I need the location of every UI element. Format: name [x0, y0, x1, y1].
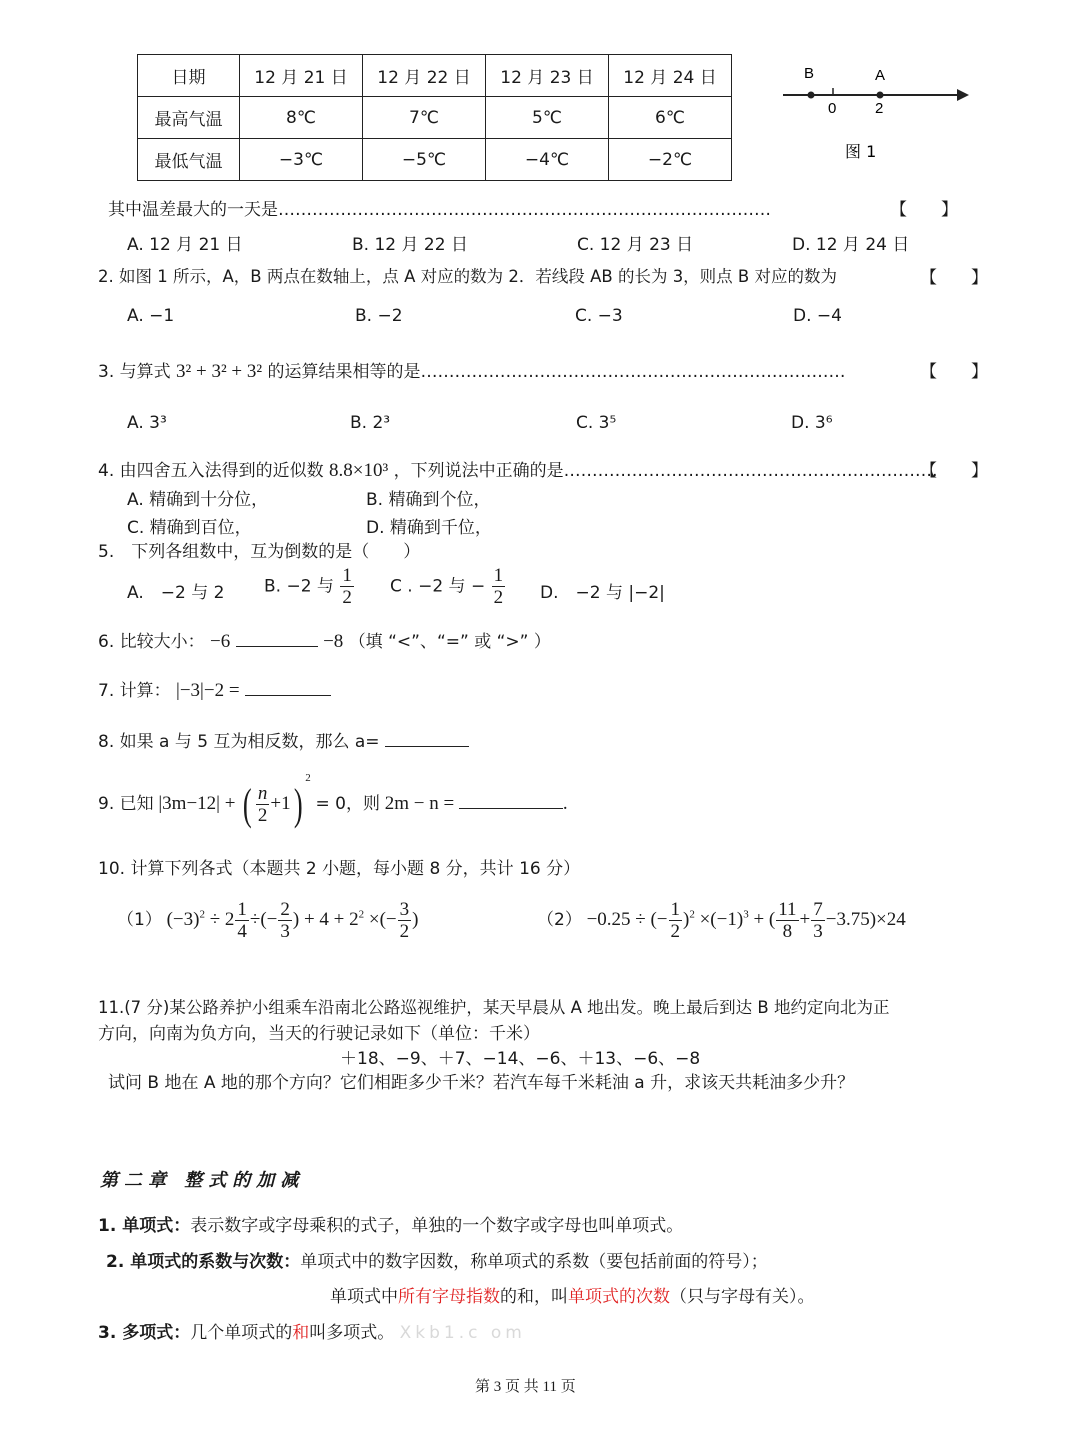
- tick-label-0: 0: [828, 100, 837, 117]
- q2-option-d[interactable]: D. −4: [793, 306, 842, 326]
- q3-option-a[interactable]: A. 3³: [127, 413, 167, 433]
- q5-option-a[interactable]: A. −2 与 2: [127, 583, 225, 603]
- text-segment: 几个单项式的: [190, 1323, 293, 1343]
- q10-part2: [537, 900, 906, 941]
- chapter-title: 第二章 整式的加减: [100, 1170, 305, 1191]
- q1-option-b[interactable]: B. 12 月 22 日: [352, 235, 468, 255]
- q9-ask: 2m − n =: [384, 793, 455, 814]
- fraction: $\frac{1}{4}$: [237, 899, 247, 942]
- q4-option-d[interactable]: D. 精确到千位，: [366, 518, 492, 538]
- q5-option-c-text: C . −2 与 −: [390, 576, 486, 597]
- table-cell: 最高气温: [138, 97, 240, 139]
- chapter-item-2-continued: [330, 1282, 815, 1307]
- q1-option-c[interactable]: C. 12 月 23 日: [577, 235, 694, 255]
- emphasis-text: 和: [292, 1323, 310, 1343]
- q2-option-c[interactable]: C. −3: [575, 306, 623, 326]
- emphasis-text: 单项式的次数: [568, 1287, 670, 1307]
- table-cell: 7℃: [363, 97, 486, 139]
- q10-part1-label: （1）: [117, 909, 162, 930]
- q2-answer-bracket[interactable]: 【 】: [920, 268, 988, 288]
- q9-abs-term: |3m−12| +: [158, 793, 236, 814]
- table-cell: 12 月 22 日: [363, 55, 486, 97]
- term-label: 2. 单项式的系数与次数：: [106, 1252, 301, 1272]
- point-b: [808, 92, 815, 99]
- text-segment: 的和，叫: [500, 1287, 568, 1307]
- q8-text: 8. 如果 a 与 5 互为相反数，那么 a=: [98, 732, 380, 752]
- table-cell: −4℃: [486, 139, 609, 181]
- table-cell: 12 月 21 日: [240, 55, 363, 97]
- q3-answer-bracket[interactable]: 【 】: [920, 362, 988, 382]
- q10-part1: [117, 900, 418, 941]
- tick-label-2: 2: [875, 100, 884, 117]
- q2-stem: 2. 如图 1 所示，A，B 两点在数轴上，点 A 对应的数为 2．若线段 AB 的长为 3，则点 B 对应的数为: [98, 267, 837, 286]
- q4-expression: 8.8×10³: [329, 460, 389, 481]
- arrow-head-icon: [957, 89, 969, 101]
- table-cell: −3℃: [240, 139, 363, 181]
- q11-line2: 方向，向南为负方向，当天的行驶记录如下（单位：千米）: [98, 1024, 540, 1044]
- q1-answer-bracket[interactable]: 【 】: [890, 200, 958, 220]
- term-definition: 单项式中的数字因数，称单项式的系数（要包括前面的符号）；: [300, 1252, 768, 1272]
- fraction: $\frac{n}{2}$: [257, 783, 268, 827]
- q9-equals: = 0，则: [315, 794, 380, 814]
- q9-exponent: 2: [305, 772, 311, 784]
- q11-line3: 试问 B 地在 A 地的那个方向？它们相距多少千米？若汽车每千米耗油 a 升，求该天共耗油多少升？: [108, 1073, 855, 1093]
- q6-left: −6: [210, 631, 231, 652]
- q11-line1: 11.(7 分)某公路养护小组乘车沿南北公路巡视维护，某天早晨从 A 地出发。晚上最后到达 B 地约定向北为正: [98, 998, 890, 1017]
- watermark: Xkb1.c om: [399, 1323, 526, 1343]
- q5-option-d[interactable]: D. −2 与 |−2|: [540, 583, 665, 603]
- temperature-table: [137, 54, 732, 181]
- text-segment: 单项式中: [330, 1287, 398, 1307]
- table-cell: 8℃: [240, 97, 363, 139]
- q9-prefix: 9. 已知: [98, 794, 154, 814]
- table-cell: 12 月 23 日: [486, 55, 609, 97]
- q9-plus-one: +1: [270, 793, 291, 814]
- fraction: $\frac{3}{2}$: [399, 899, 410, 942]
- table-cell: 6℃: [609, 97, 732, 139]
- q4-option-b[interactable]: B. 精确到个位，: [366, 490, 491, 510]
- emphasis-text: 所有字母指数: [398, 1287, 500, 1307]
- left-paren: (: [243, 779, 252, 829]
- table-row: [138, 139, 732, 181]
- q2-option-b[interactable]: B. −2: [355, 306, 403, 326]
- q3-option-b[interactable]: B. 2³: [350, 413, 391, 433]
- figure-caption: 图 1: [845, 142, 877, 161]
- q11-record: ＋18、−9、＋7、−14、−6、＋13、−6、−8: [340, 1049, 701, 1069]
- q10-part2-label: （2）: [537, 909, 582, 930]
- q4-option-a[interactable]: A. 精确到十分位，: [127, 490, 269, 510]
- label-a: A: [875, 67, 886, 84]
- table-cell: −2℃: [609, 139, 732, 181]
- q3-prefix: 3. 与算式: [98, 362, 171, 382]
- q4-prefix: 4. 由四舍五入法得到的近似数: [98, 461, 324, 481]
- q7-prefix: 7. 计算：: [98, 681, 171, 701]
- chapter-item-3: [98, 1318, 526, 1343]
- term-definition: 表示数字或字母乘积的式子，单独的一个数字或字母也叫单项式。: [190, 1216, 684, 1236]
- table-cell: 日期: [138, 55, 240, 97]
- q10-part2-expression: −0.25 ÷ (− $\frac{1}{2}$ )$^2 \times(-1)^3$ + ( $\frac{11}{8}$ + $\frac{7}{3}$ −3.75)×24: [586, 899, 906, 942]
- q6: [98, 627, 551, 653]
- q7: [98, 676, 331, 702]
- table-cell: −5℃: [363, 139, 486, 181]
- q3-option-d[interactable]: D. 3⁶: [791, 413, 833, 433]
- q7-answer-blank[interactable]: [245, 677, 331, 696]
- fraction: $\frac{1}{2}$: [670, 899, 681, 942]
- q6-answer-blank[interactable]: [236, 628, 318, 647]
- chapter-item-2: [106, 1247, 768, 1272]
- q10-part1-expression: $(-3)^2 \div 2$ $\frac{1}{4}$ ÷(− $\frac{2}{3}$ ) + $4 + 2^2$ ×(− $\frac{3}{2}$ ): [166, 899, 419, 942]
- q3-expression: 3² + 3² + 3²: [176, 361, 263, 382]
- q1-stem: 其中温差最大的一天是……………………………………………………………………………: [108, 200, 771, 220]
- q3-option-c[interactable]: C. 3⁵: [576, 413, 617, 433]
- page-footer: 第 3 页 共 11 页: [475, 1379, 576, 1395]
- fraction: $\frac{7}{3}$: [813, 899, 823, 942]
- q8: [98, 727, 469, 752]
- q4-option-c[interactable]: C. 精确到百位，: [127, 518, 252, 538]
- chapter-item-1: [98, 1211, 683, 1236]
- q8-answer-blank[interactable]: [385, 728, 469, 747]
- q6-prefix: 6. 比较大小：: [98, 632, 205, 652]
- q6-right: −8: [323, 631, 344, 652]
- q4-suffix: ，下列说法中正确的是…………………………………………………………: [393, 461, 938, 481]
- q4-answer-bracket[interactable]: 【 】: [920, 461, 988, 481]
- q5-option-b[interactable]: [264, 566, 355, 607]
- q9-answer-blank[interactable]: [459, 790, 563, 809]
- q9: [98, 772, 568, 827]
- q3-suffix: 的运算结果相等的是…………………………………………………………………: [267, 362, 846, 382]
- fraction: $\frac{1}{2}$: [493, 565, 504, 608]
- text-segment: （只与字母有关）。: [670, 1287, 815, 1307]
- text-segment: 叫多项式。: [309, 1323, 395, 1343]
- q2-option-a[interactable]: A. −1: [127, 306, 175, 326]
- fraction: $\frac{11}{8}$: [778, 899, 797, 942]
- q5-option-c[interactable]: [390, 566, 506, 607]
- q5-stem: 5. 下列各组数中，互为倒数的是（ ）: [98, 542, 421, 562]
- number-line-figure: [775, 58, 985, 168]
- q4-stem: [98, 456, 938, 482]
- fraction: $\frac{1}{2}$: [342, 565, 352, 608]
- q1-option-a[interactable]: A. 12 月 21 日: [127, 235, 243, 255]
- q10-stem: 10. 计算下列各式（本题共 2 小题，每小题 8 分，共计 16 分）: [98, 859, 581, 879]
- table-cell: 5℃: [486, 97, 609, 139]
- term-label: 1. 单项式：: [98, 1216, 191, 1236]
- q3-stem: [98, 357, 845, 383]
- table-row: [138, 97, 732, 139]
- point-a: [877, 92, 884, 99]
- right-paren: ): [293, 779, 303, 829]
- q5-option-b-text: B. −2 与: [264, 576, 334, 597]
- fraction: $\frac{2}{3}$: [280, 899, 290, 942]
- q9-period: .: [562, 793, 568, 814]
- term-label: 3. 多项式：: [98, 1323, 191, 1343]
- label-b: B: [804, 65, 815, 82]
- q7-expression: |−3|−2 =: [176, 680, 240, 701]
- q1-option-d[interactable]: D. 12 月 24 日: [792, 235, 910, 255]
- q6-hint: （填 “<”、“=” 或 “>” ）: [348, 632, 551, 652]
- table-row: [138, 55, 732, 97]
- table-cell: 最低气温: [138, 139, 240, 181]
- table-cell: 12 月 24 日: [609, 55, 732, 97]
